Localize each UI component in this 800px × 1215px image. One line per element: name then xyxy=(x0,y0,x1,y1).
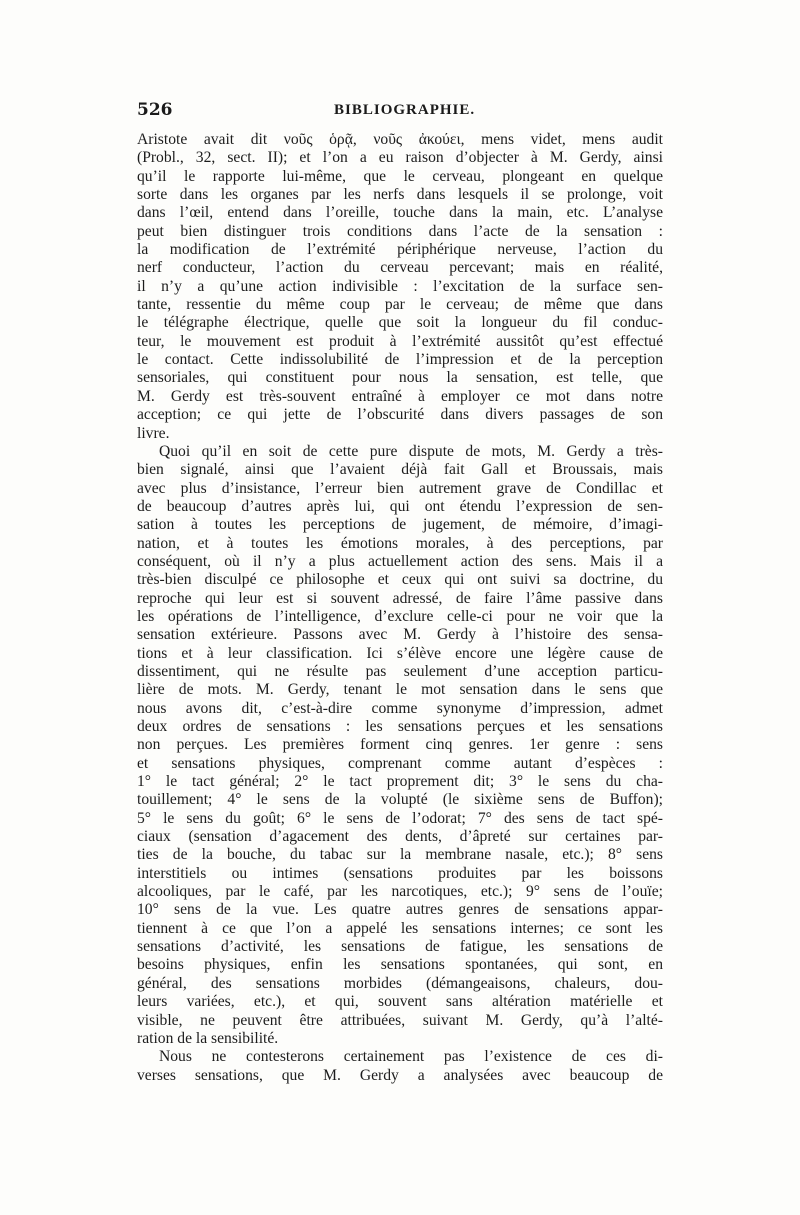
text-line: visible, ne peuvent être attribuées, suivant M. Gerdy, qu’à l’alté- xyxy=(137,1011,663,1029)
text-line: non perçues. Les premières forment cinq genres. 1er genre : sens xyxy=(137,736,663,754)
text-line: Aristote avait dit νοῦς ὁρᾷ, νοῦς ἀκούει, mens videt, mens audit xyxy=(137,131,663,148)
text-line: sensations d’activité, les sensations de fatigue, les sensations de xyxy=(137,938,663,956)
page-number: 526 xyxy=(137,100,173,120)
text-line: ration de la sensibilité. xyxy=(137,1029,279,1047)
text-line: nerf conducteur, l’action du cerveau percevant; mais en réalité, xyxy=(137,259,663,277)
text-line: et sensations physiques, comprenant comme autant d’espèces : xyxy=(137,754,663,772)
running-head: BIBLIOGRAPHIE. xyxy=(334,102,476,118)
text-line: peut bien distinguer trois conditions dans l’acte de la sensation : xyxy=(137,222,663,240)
text-line: touillement; 4° le sens de la volupté (le sixième sens de Buffon); xyxy=(137,791,663,809)
text-line: de beaucoup d’autres après lui, qui ont étendu l’expression de sen- xyxy=(137,497,663,515)
text-line: très-bien disculpé ce philosophe et ceux qui ont suivi sa doctrine, du xyxy=(137,571,663,589)
text-line: Nous ne contesterons certainement pas l’existence de ces di- xyxy=(159,1048,663,1066)
body-text xyxy=(137,131,663,1085)
text-line: bien signalé, ainsi que l’avaient déjà fait Gall et Broussais, mais xyxy=(137,461,663,479)
text-line: livre. xyxy=(137,424,170,442)
text-line: (Probl., 32, sect. II); et l’on a eu raison d’objecter à M. Gerdy, ainsi xyxy=(137,149,663,167)
text-line: qu’il le rapporte lui-même, que le cerveau, plongeant en quelque xyxy=(137,167,663,185)
text-line: M. Gerdy est très-souvent entraîné à employer ce mot dans notre xyxy=(137,387,663,405)
text-line: nation, et à toutes les émotions morales, à des perceptions, par xyxy=(137,534,663,552)
text-line: il n’y a qu’une action indivisible : l’excitation de la surface sen- xyxy=(137,277,663,295)
page-header xyxy=(137,100,663,124)
text-line: conséquent, où il n’y a plus actuellement action des sens. Mais il a xyxy=(137,552,663,570)
text-line: les opérations de l’intelligence, d’exclure celle-ci pour ne voir que la xyxy=(137,607,663,625)
text-line: ties de la bouche, du tabac sur la membrane nasale, etc.); 8° sens xyxy=(137,846,663,864)
text-line: 10° sens de la vue. Les quatre autres genres de sensations appar- xyxy=(137,901,663,919)
text-line: sation à toutes les perceptions de jugement, de mémoire, d’imagi- xyxy=(137,516,663,534)
text-line: 5° le sens du goût; 6° le sens de l’odorat; 7° des sens de tact spé- xyxy=(137,809,663,827)
text-line: tante, ressentie du même coup par le cerveau; de même que dans xyxy=(137,296,663,314)
text-line: avec plus d’insistance, l’erreur bien autrement grave de Condillac et xyxy=(137,479,663,497)
text-line: général, des sensations morbides (démangeaisons, chaleurs, dou- xyxy=(137,974,663,992)
text-line: besoins physiques, enfin les sensations spontanées, qui sont, en xyxy=(137,956,663,974)
text-line: reproche qui leur est si souvent adressé, de faire l’âme passive dans xyxy=(137,589,663,607)
text-line: la modification de l’extrémité périphérique nerveuse, l’action du xyxy=(137,241,663,259)
text-line: le télégraphe électrique, quelle que soit la longueur du fil conduc- xyxy=(137,314,663,332)
text-line: 1° le tact général; 2° le tact proprement dit; 3° le sens du cha- xyxy=(137,773,663,791)
text-line: verses sensations, que M. Gerdy a analysées avec beaucoup de xyxy=(137,1066,663,1084)
text-line: sensoriales, qui constituent pour nous la sensation, est telle, que xyxy=(137,369,663,387)
text-line: leurs variées, etc.), et qui, souvent sans altération matérielle et xyxy=(137,993,663,1011)
text-line: sorte dans les organes par les nerfs dans lesquels il se prolonge, voit xyxy=(137,186,663,204)
text-line: ciaux (sensation d’agacement des dents, d’âpreté sur certaines par- xyxy=(137,828,663,846)
text-line: deux ordres de sensations : les sensations perçues et les sensations xyxy=(137,718,663,735)
text-line: dissentiment, qui ne résulte pas seulement d’une acception particu- xyxy=(137,662,663,680)
text-line: acception; ce qui jette de l’obscurité dans divers passages de son xyxy=(137,406,663,424)
text-line: dans l’œil, entend dans l’oreille, touche dans la main, etc. L’analyse xyxy=(137,204,663,222)
text-line: nous avons dit, c’est-à-dire comme synonyme d’impression, admet xyxy=(137,699,663,717)
text-line: le contact. Cette indissolubilité de l’impression et de la perception xyxy=(137,351,663,369)
text-line: interstitiels ou intimes (sensations produites par les boissons xyxy=(137,864,663,882)
text-line: tions et à leur classification. Ici s’élève encore une légère cause de xyxy=(137,644,663,662)
text-line: teur, le mouvement est produit à l’extrémité aussitôt qu’est effectué xyxy=(137,332,663,350)
text-line: sensation extérieure. Passons avec M. Gerdy à l’histoire des sensa- xyxy=(137,626,663,644)
text-line: lière de mots. M. Gerdy, tenant le mot sensation dans le sens que xyxy=(137,681,663,699)
text-line: tiennent à ce que l’on a appelé les sensations internes; ce sont les xyxy=(137,919,663,937)
text-line: Quoi qu’il en soit de cette pure dispute de mots, M. Gerdy a très- xyxy=(159,442,663,460)
text-line: alcooliques, par le café, par les narcotiques, etc.); 9° sens de l’ouïe; xyxy=(137,883,663,901)
